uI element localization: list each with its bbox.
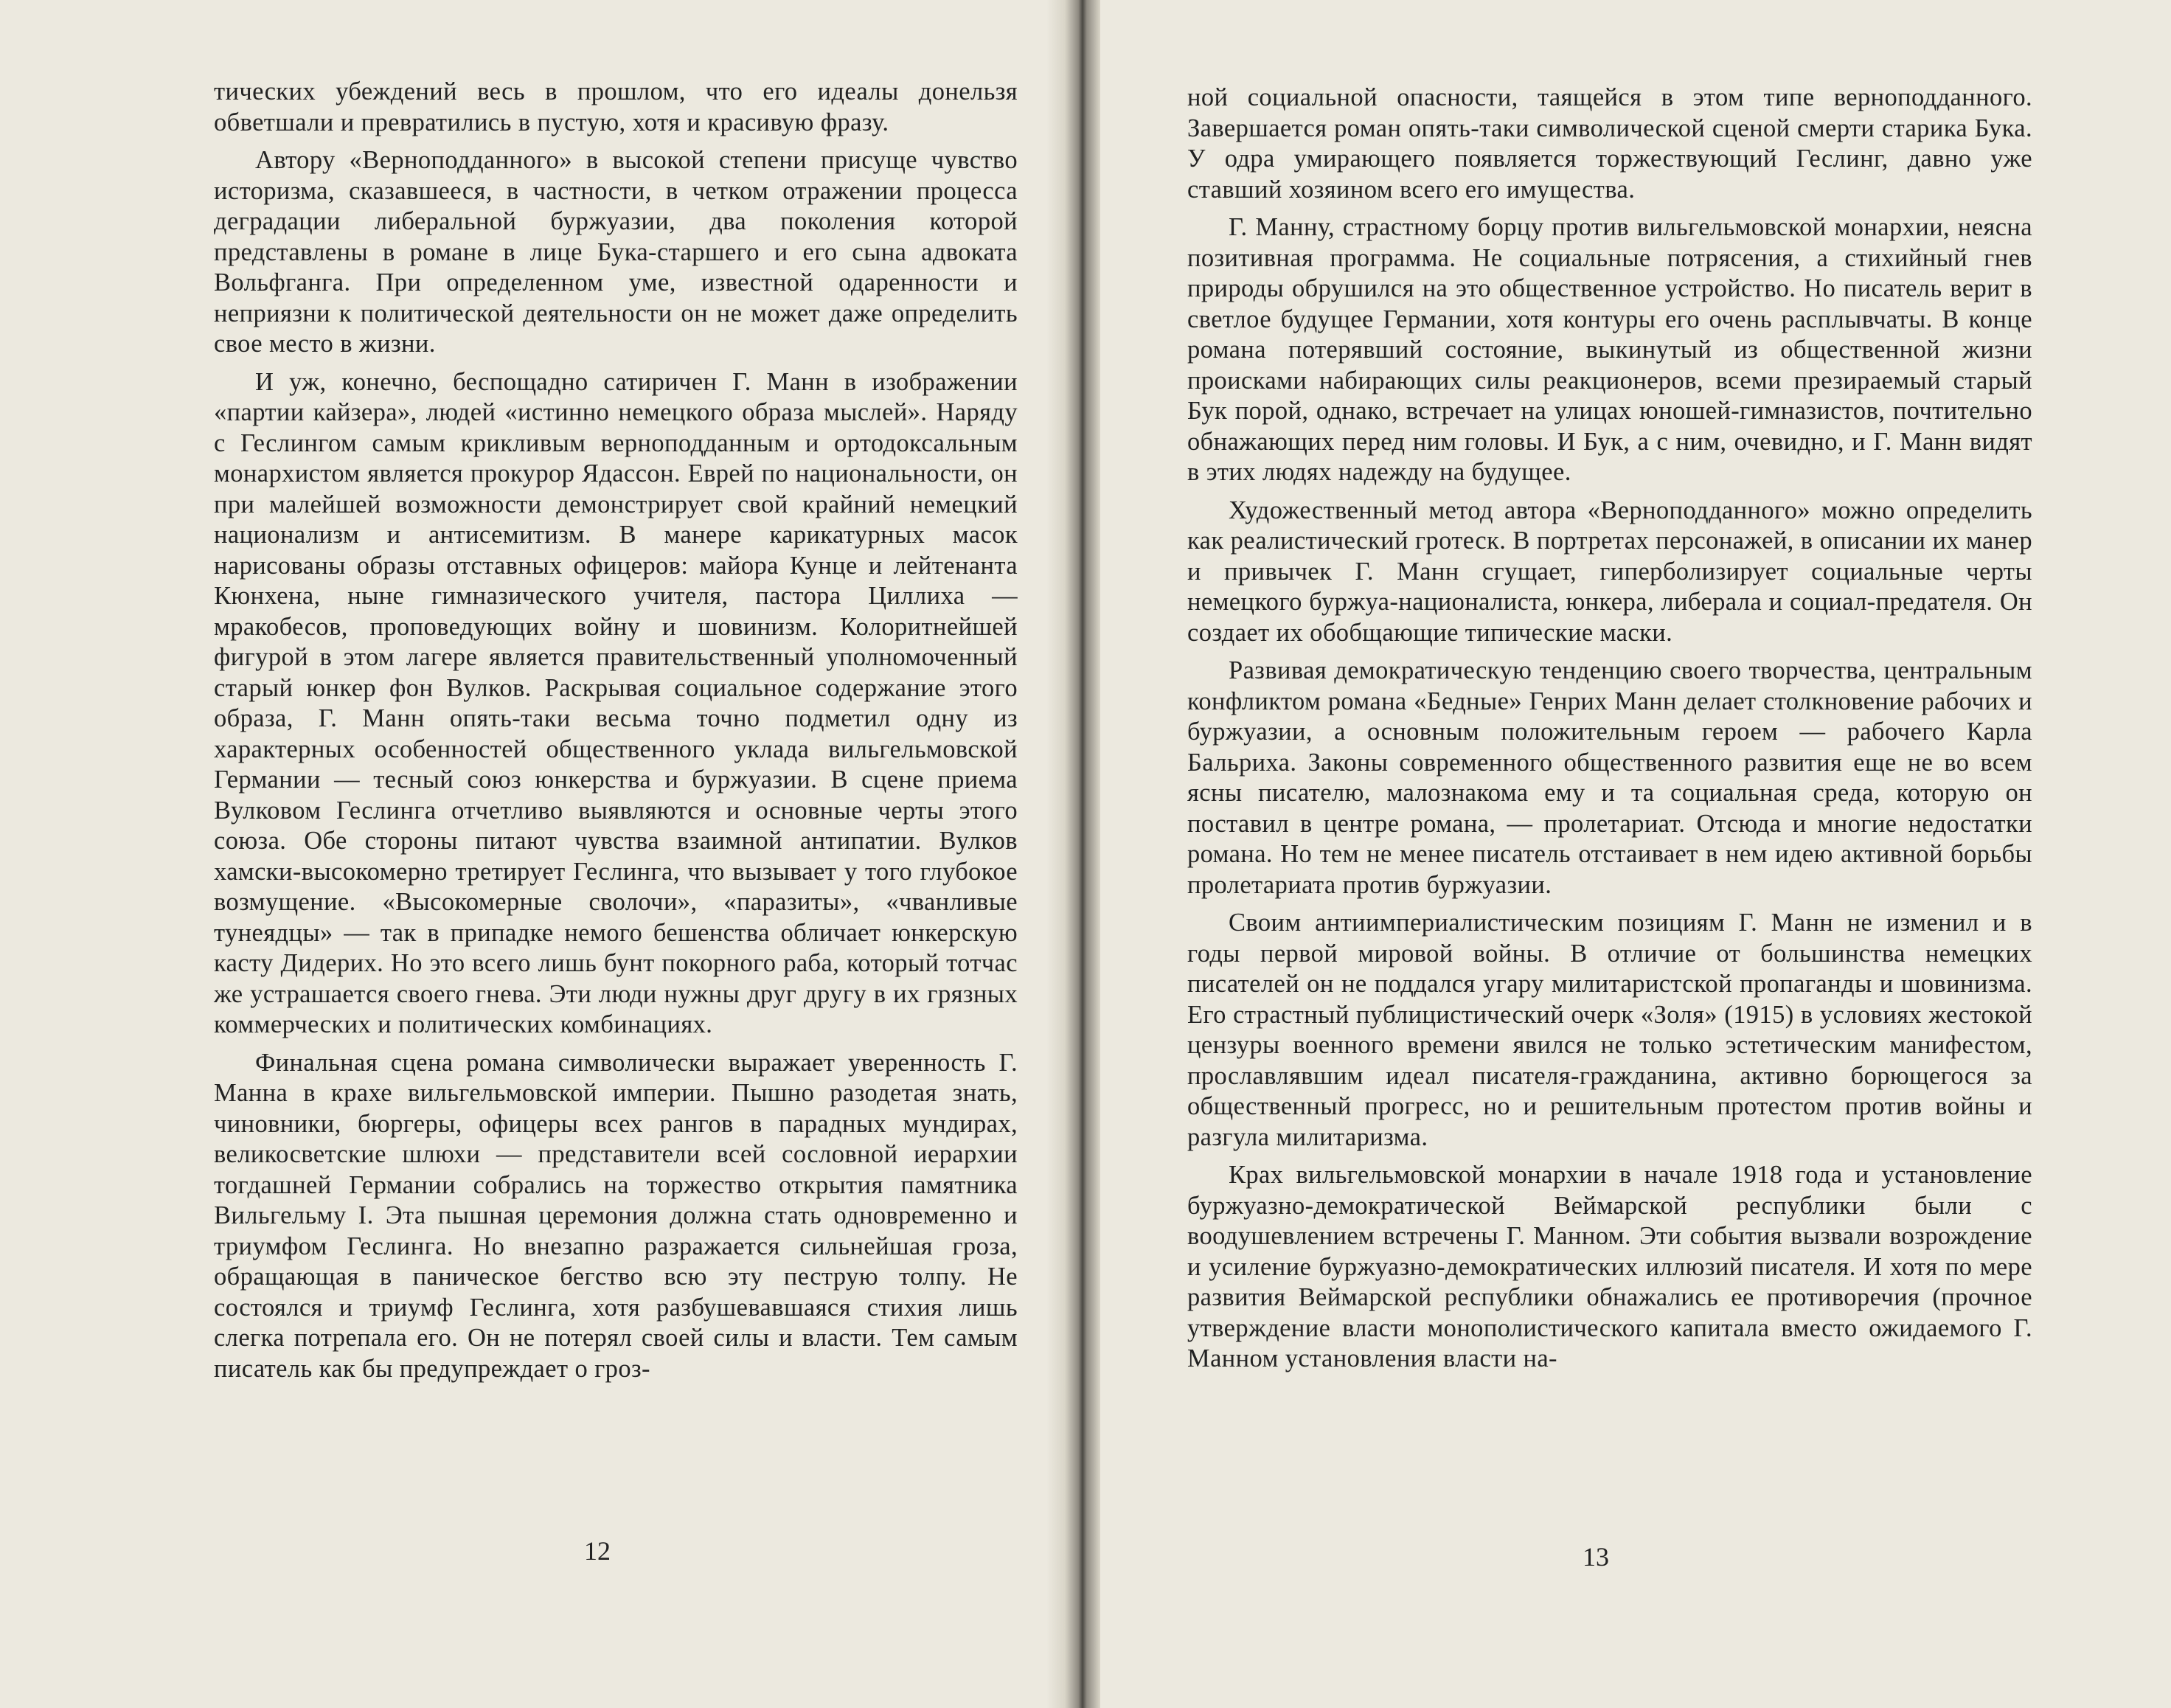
left-page-text xyxy=(214,77,1018,1384)
paragraph: ной социальной опасности, таящейся в этом типе верноподданного. Завершается роман опять-таки символической сценой смерти старика Бука. У одра умирающего появляется торжествующий Геслинг, давно уже ставший хозяином всего его имущества. xyxy=(1187,83,2032,204)
paragraph: Финальная сцена романа символически выражает уверенность Г. Манна в крахе вильгельмовской империи. Пышно разодетая знать, чиновники, бюргеры, офицеры всех рангов в парадных мундирах, великосветские шлюхи — представители всей сословной иерархии тогдашней Германии собрались на торжество открытия памятника Вильгельму I. Эта пышная церемония должна стать одновременно и триумфом Геслинга. Но внезапно разражается сильнейшая гроза, обращающая в паническое бегство всю эту пеструю толпу. Не состоялся и триумф Геслинга, хотя разбушевавшаяся стихия лишь слегка потрепала его. Он не потерял своей силы и власти. Тем самым писатель как бы предупреждает о гроз- xyxy=(214,1048,1018,1383)
paragraph: тических убеждений весь в прошлом, что его идеалы донельзя обветшали и превратились в пустую, хотя и красивую фразу. xyxy=(214,77,1018,136)
paragraph: Г. Манну, страстному борцу против вильгельмовской монархии, неясна позитивная программа. Не социальные потрясения, а стихийный гнев природы обрушился на это общественное устройство. Но писатель верит в светлое будущее Германии, хотя контуры его очень расплывчаты. В конце романа потерявший состояние, выкинутый из общественной жизни происками набирающих силы реакционеров, всеми презираемый старый Бук порой, однако, встречает на улицах юношей-гимназистов, почтительно обнажающих перед ним головы. И Бук, а с ним, очевидно, и Г. Манн видят в этих людях надежду на будущее. xyxy=(1187,213,2032,486)
page-number: 13 xyxy=(1583,1542,1609,1572)
paragraph: Художественный метод автора «Верноподданного» можно определить как реалистический гротеск. В портретах персонажей, в описании их манер и привычек Г. Манн сгущает, гиперболизирует социальные черты немецкого буржуа-националиста, юнкера, либерала и социал-предателя. Он создает их обобщающие типические маски. xyxy=(1187,496,2032,647)
page-number: 12 xyxy=(584,1536,611,1566)
paragraph: Своим антиимпериалистическим позициям Г. Манн не изменил и в годы первой мировой войны. В отличие от большинства немецких писателей он не поддался угару милитаристской пропаганды и шовинизма. Его страстный публицистический очерк «Золя» (1915) в условиях жестокой цензуры военного времени явился не только эстетическим манифестом, прославлявшим идеал писателя-гражданина, активно борющегося за общественный прогресс, но и решительным протестом против войны и разгула милитаризма. xyxy=(1187,909,2032,1151)
paragraph: Автору «Верноподданного» в высокой степени присуще чувство историзма, сказавшееся, в частности, в четком отражении процесса деградации либеральной буржуазии, два поколения которой представлены в романе в лице Бука-старшего и его сына адвоката Вольфганга. При определенном уме, известной одаренности и неприязни к политической деятельности он не может даже определить свое место в жизни. xyxy=(214,146,1018,358)
paragraph: Крах вильгельмовской монархии в начале 1918 года и установление буржуазно-демократической Веймарской республики были с воодушевлением встречены Г. Манном. Эти события вызвали возрождение и усиление буржуазно-демократических иллюзий писателя. И хотя по мере развития Веймарской республики обнажались ее противоречия (прочное утверждение власти монополистического капитала вместо ожидаемого Г. Манном установления власти на- xyxy=(1187,1161,2032,1372)
right-page xyxy=(1100,0,2171,1708)
left-page xyxy=(0,0,1065,1708)
paragraph: Развивая демократическую тенденцию своего творчества, центральным конфликтом романа «Бедные» Генрих Манн делает столкновение рабочих и буржуазии, а основным положительным героем — рабочего Карла Бальриха. Законы современного общественного развития еще не во всем ясны писателю, малознакома ему и та социальная среда, которую он поставил в центре романа, — пролетариат. Отсюда и многие недостатки романа. Но тем не менее писатель отстаивает в нем идею активной борьбы пролетариата против буржуазии. xyxy=(1187,656,2032,899)
right-page-text xyxy=(1187,83,2032,1375)
paragraph: И уж, конечно, беспощадно сатиричен Г. Манн в изображении «партии кайзера», людей «истинно немецкого образа мыслей». Наряду с Геслингом самым крикливым верноподданным и ортодоксальным монархистом является прокурор Ядассон. Еврей по национальности, он при малейшей возможности демонстрирует свой крайний немецкий национализм и антисемитизм. В манере карикатурных масок нарисованы образы отставных офицеров: майора Кунце и лейтенанта Кюнхена, ныне гимназического учителя, пастора Циллиха — мракобесов, проповедующих войну и шовинизм. Колоритнейшей фигурой в этом лагере является правительственный уполномоченный старый юнкер фон Вулков. Раскрывая социальное содержание этого образа, Г. Манн опять-таки весьма точно подметил одну из характерных особенностей общественного уклада вильгельмовской Германии — тесный союз юнкерства и буржуазии. В сцене приема Вулковом Геслинга отчетливо выявляются и основные черты этого союза. Обе стороны питают чувства взаимной антипатии. Вулков хамски-высокомерно третирует Геслинга, что вызывает у того глубокое возмущение. «Высокомерные сволочи», «паразиты», «чванливые тунеядцы» — так в припадке немого бешенства обличает юнкерскую касту Дидерих. Но это всего лишь бунт покорного раба, который тотчас же устрашается своего гнева. Эти люди нужны друг другу в их грязных коммерческих и политических комбинациях. xyxy=(214,367,1018,1038)
